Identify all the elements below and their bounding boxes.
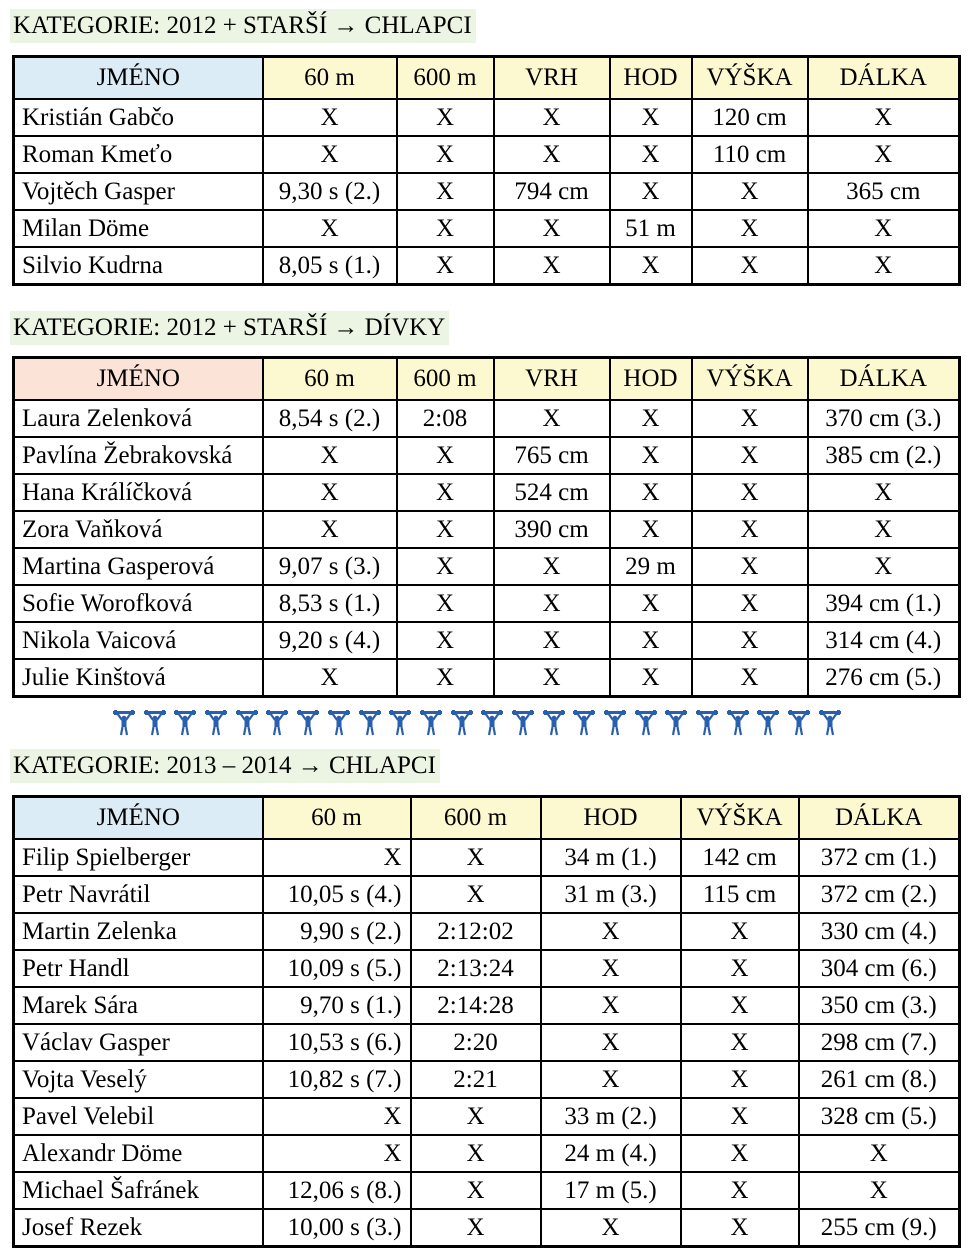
table-row: [14, 136, 960, 173]
result-cell: 29 m: [610, 548, 692, 585]
result-cell: X: [494, 210, 610, 247]
result-cell: 2:20: [411, 1024, 541, 1061]
result-cell: X: [610, 437, 692, 474]
result-cell: X: [681, 1098, 799, 1135]
result-cell: 24 m (4.): [541, 1135, 681, 1172]
weightlifter-icon: [481, 710, 512, 740]
result-cell: X: [494, 622, 610, 659]
result-cell: X: [681, 1135, 799, 1172]
result-cell: 2:13:24: [411, 950, 541, 987]
athlete-name: Martin Zelenka: [14, 913, 263, 950]
athlete-name: Alexandr Döme: [14, 1135, 263, 1172]
table-row: [14, 659, 960, 697]
result-cell: 2:12:02: [411, 913, 541, 950]
result-cell: 370 cm (3.): [808, 400, 960, 437]
result-cell: X: [263, 511, 397, 548]
result-cell: X: [397, 511, 494, 548]
column-header: VÝŠKA: [681, 797, 799, 840]
result-cell: X: [808, 136, 960, 173]
result-cell: X: [610, 511, 692, 548]
result-cell: 34 m (1.): [541, 839, 681, 876]
result-cell: 314 cm (4.): [808, 622, 960, 659]
table-row: [14, 1209, 960, 1247]
result-cell: 372 cm (1.): [799, 839, 960, 876]
weightlifter-icon: [113, 710, 144, 740]
result-cell: X: [541, 987, 681, 1024]
result-cell: X: [494, 136, 610, 173]
result-cell: X: [610, 173, 692, 210]
column-header: VÝŠKA: [692, 358, 808, 401]
result-cell: 261 cm (8.): [799, 1061, 960, 1098]
weightlifter-icon: [328, 710, 359, 740]
result-cell: 17 m (5.): [541, 1172, 681, 1209]
athlete-name: Marek Sára: [14, 987, 263, 1024]
column-header: DÁLKA: [808, 358, 960, 401]
athlete-name: Martina Gasperová: [14, 548, 263, 585]
column-header: JMÉNO: [14, 57, 263, 100]
result-cell: 255 cm (9.): [799, 1209, 960, 1247]
table-row: [14, 474, 960, 511]
category-title: KATEGORIE: 2012 + STARŠÍ → CHLAPCI: [10, 9, 476, 43]
table-row: [14, 950, 960, 987]
result-cell: X: [263, 1098, 411, 1135]
result-cell: X: [263, 99, 397, 136]
result-cell: X: [681, 950, 799, 987]
result-cell: X: [692, 400, 808, 437]
column-header: 60 m: [263, 358, 397, 401]
result-cell: 390 cm: [494, 511, 610, 548]
result-cell: X: [808, 474, 960, 511]
weightlifter-icon: [543, 710, 574, 740]
column-header: HOD: [541, 797, 681, 840]
weightlifter-icon: [144, 710, 175, 740]
athlete-name: Petr Navrátil: [14, 876, 263, 913]
athlete-name: Vojtěch Gasper: [14, 173, 263, 210]
result-cell: 10,00 s (3.): [263, 1209, 411, 1247]
column-header: HOD: [610, 57, 692, 100]
result-cell: X: [692, 548, 808, 585]
table-row: [14, 876, 960, 913]
table-row: [14, 585, 960, 622]
weightlifter-icon: [236, 710, 267, 740]
athlete-name: Sofie Worofková: [14, 585, 263, 622]
weightlifter-divider: [113, 710, 873, 740]
athlete-name: Zora Vaňková: [14, 511, 263, 548]
result-cell: X: [681, 1172, 799, 1209]
weightlifter-icon: [297, 710, 328, 740]
column-header: VRH: [494, 57, 610, 100]
result-cell: X: [397, 247, 494, 285]
result-cell: X: [263, 659, 397, 697]
athlete-name: Petr Handl: [14, 950, 263, 987]
result-cell: X: [808, 247, 960, 285]
result-cell: X: [681, 913, 799, 950]
table-row: [14, 1135, 960, 1172]
result-cell: X: [692, 511, 808, 548]
header-row: [14, 358, 960, 401]
result-cell: 298 cm (7.): [799, 1024, 960, 1061]
column-header: VRH: [494, 358, 610, 401]
result-cell: X: [610, 659, 692, 697]
result-cell: X: [692, 474, 808, 511]
result-cell: X: [610, 622, 692, 659]
result-cell: X: [263, 1135, 411, 1172]
weightlifter-icon: [389, 710, 420, 740]
result-cell: 372 cm (2.): [799, 876, 960, 913]
column-header: 60 m: [263, 797, 411, 840]
result-cell: X: [397, 136, 494, 173]
table-row: [14, 548, 960, 585]
result-cell: X: [799, 1135, 960, 1172]
result-cell: 365 cm: [808, 173, 960, 210]
result-cell: 142 cm: [681, 839, 799, 876]
result-cell: X: [494, 400, 610, 437]
result-cell: X: [692, 173, 808, 210]
table-row: [14, 99, 960, 136]
table-row: [14, 511, 960, 548]
results-table-boys-2013-2014: [12, 795, 961, 1248]
result-cell: 9,07 s (3.): [263, 548, 397, 585]
result-cell: X: [610, 400, 692, 437]
header-row: [14, 797, 960, 840]
result-cell: X: [494, 659, 610, 697]
result-cell: X: [610, 585, 692, 622]
result-cell: X: [397, 585, 494, 622]
result-cell: 8,54 s (2.): [263, 400, 397, 437]
results-table-girls-2012: [12, 356, 961, 698]
column-header: 600 m: [397, 358, 494, 401]
result-cell: X: [692, 437, 808, 474]
result-cell: X: [397, 173, 494, 210]
column-header: DÁLKA: [799, 797, 960, 840]
weightlifter-icon: [819, 710, 850, 740]
result-cell: X: [397, 210, 494, 247]
result-cell: X: [397, 474, 494, 511]
results-table-boys-2012: [12, 55, 961, 286]
result-cell: 394 cm (1.): [808, 585, 960, 622]
result-cell: X: [610, 247, 692, 285]
result-cell: 10,05 s (4.): [263, 876, 411, 913]
table-row: [14, 839, 960, 876]
result-cell: 9,20 s (4.): [263, 622, 397, 659]
table-row: [14, 1098, 960, 1135]
result-cell: X: [610, 99, 692, 136]
result-cell: X: [681, 987, 799, 1024]
result-cell: 110 cm: [692, 136, 808, 173]
result-cell: X: [541, 913, 681, 950]
column-header: HOD: [610, 358, 692, 401]
result-cell: 9,30 s (2.): [263, 173, 397, 210]
result-cell: X: [263, 474, 397, 511]
result-cell: X: [411, 839, 541, 876]
weightlifter-icon: [420, 710, 451, 740]
header-row: [14, 57, 960, 100]
result-cell: X: [494, 247, 610, 285]
weightlifter-icon: [205, 710, 236, 740]
athlete-name: Pavel Velebil: [14, 1098, 263, 1135]
result-cell: 350 cm (3.): [799, 987, 960, 1024]
result-cell: X: [692, 585, 808, 622]
result-cell: X: [411, 876, 541, 913]
column-header: 60 m: [263, 57, 397, 100]
athlete-name: Filip Spielberger: [14, 839, 263, 876]
result-cell: 765 cm: [494, 437, 610, 474]
result-cell: X: [494, 99, 610, 136]
result-cell: X: [411, 1209, 541, 1247]
weightlifter-icon: [451, 710, 482, 740]
result-cell: 304 cm (6.): [799, 950, 960, 987]
result-cell: X: [541, 1209, 681, 1247]
result-cell: X: [610, 136, 692, 173]
result-cell: 276 cm (5.): [808, 659, 960, 697]
result-cell: 9,90 s (2.): [263, 913, 411, 950]
athlete-name: Kristián Gabčo: [14, 99, 263, 136]
category-title: KATEGORIE: 2012 + STARŠÍ → DÍVKY: [10, 311, 449, 345]
result-cell: X: [397, 99, 494, 136]
result-cell: X: [411, 1172, 541, 1209]
athlete-name: Julie Kinštová: [14, 659, 263, 697]
result-cell: 10,09 s (5.): [263, 950, 411, 987]
athlete-name: Václav Gasper: [14, 1024, 263, 1061]
table-row: [14, 1172, 960, 1209]
result-cell: 2:21: [411, 1061, 541, 1098]
table-row: [14, 173, 960, 210]
athlete-name: Michael Šafránek: [14, 1172, 263, 1209]
table-row: [14, 913, 960, 950]
result-cell: X: [610, 474, 692, 511]
result-cell: X: [681, 1061, 799, 1098]
result-cell: 8,05 s (1.): [263, 247, 397, 285]
weightlifter-icon: [635, 710, 666, 740]
column-header: VÝŠKA: [692, 57, 808, 100]
result-cell: X: [397, 437, 494, 474]
table-row: [14, 210, 960, 247]
result-cell: X: [263, 136, 397, 173]
result-cell: X: [397, 622, 494, 659]
result-cell: X: [681, 1024, 799, 1061]
table-row: [14, 247, 960, 285]
athlete-name: Josef Rezek: [14, 1209, 263, 1247]
athlete-name: Pavlína Žebrakovská: [14, 437, 263, 474]
table-row: [14, 1061, 960, 1098]
table-row: [14, 987, 960, 1024]
table-row: [14, 622, 960, 659]
table-row: [14, 1024, 960, 1061]
result-cell: 385 cm (2.): [808, 437, 960, 474]
result-cell: 2:08: [397, 400, 494, 437]
result-cell: 330 cm (4.): [799, 913, 960, 950]
result-cell: X: [411, 1098, 541, 1135]
result-cell: X: [411, 1135, 541, 1172]
result-cell: 794 cm: [494, 173, 610, 210]
weightlifter-icon: [696, 710, 727, 740]
result-cell: X: [397, 659, 494, 697]
athlete-name: Hana Králíčková: [14, 474, 263, 511]
column-header: 600 m: [397, 57, 494, 100]
result-cell: X: [494, 548, 610, 585]
result-cell: X: [808, 99, 960, 136]
result-cell: 31 m (3.): [541, 876, 681, 913]
weightlifter-icon: [573, 710, 604, 740]
result-cell: 51 m: [610, 210, 692, 247]
weightlifter-icon: [665, 710, 696, 740]
athlete-name: Roman Kmeťo: [14, 136, 263, 173]
result-cell: 9,70 s (1.): [263, 987, 411, 1024]
result-cell: X: [541, 1061, 681, 1098]
result-cell: X: [541, 950, 681, 987]
result-cell: X: [692, 622, 808, 659]
result-cell: 2:14:28: [411, 987, 541, 1024]
athlete-name: Silvio Kudrna: [14, 247, 263, 285]
column-header: JMÉNO: [14, 358, 263, 401]
result-cell: 524 cm: [494, 474, 610, 511]
athlete-name: Vojta Veselý: [14, 1061, 263, 1098]
result-cell: 10,53 s (6.): [263, 1024, 411, 1061]
category-title: KATEGORIE: 2013 – 2014 → CHLAPCI: [10, 749, 440, 783]
result-cell: 12,06 s (8.): [263, 1172, 411, 1209]
result-cell: X: [263, 437, 397, 474]
athlete-name: Nikola Vaicová: [14, 622, 263, 659]
weightlifter-icon: [266, 710, 297, 740]
result-cell: X: [808, 210, 960, 247]
result-cell: X: [808, 511, 960, 548]
result-cell: X: [808, 548, 960, 585]
result-cell: X: [541, 1024, 681, 1061]
result-cell: X: [494, 585, 610, 622]
column-header: DÁLKA: [808, 57, 960, 100]
result-cell: X: [263, 210, 397, 247]
athlete-name: Milan Döme: [14, 210, 263, 247]
weightlifter-icon: [174, 710, 205, 740]
table-row: [14, 400, 960, 437]
result-cell: X: [799, 1172, 960, 1209]
weightlifter-icon: [757, 710, 788, 740]
weightlifter-icon: [359, 710, 390, 740]
athlete-name: Laura Zelenková: [14, 400, 263, 437]
result-cell: 10,82 s (7.): [263, 1061, 411, 1098]
weightlifter-icon: [512, 710, 543, 740]
result-cell: X: [681, 1209, 799, 1247]
result-cell: X: [263, 839, 411, 876]
weightlifter-icon: [727, 710, 758, 740]
column-header: JMÉNO: [14, 797, 263, 840]
result-cell: 8,53 s (1.): [263, 585, 397, 622]
result-cell: X: [692, 247, 808, 285]
weightlifter-icon: [604, 710, 635, 740]
result-cell: 33 m (2.): [541, 1098, 681, 1135]
result-cell: 328 cm (5.): [799, 1098, 960, 1135]
result-cell: X: [397, 548, 494, 585]
weightlifter-icon: [788, 710, 819, 740]
result-cell: 115 cm: [681, 876, 799, 913]
result-cell: X: [692, 659, 808, 697]
table-row: [14, 437, 960, 474]
result-cell: 120 cm: [692, 99, 808, 136]
column-header: 600 m: [411, 797, 541, 840]
result-cell: X: [692, 210, 808, 247]
